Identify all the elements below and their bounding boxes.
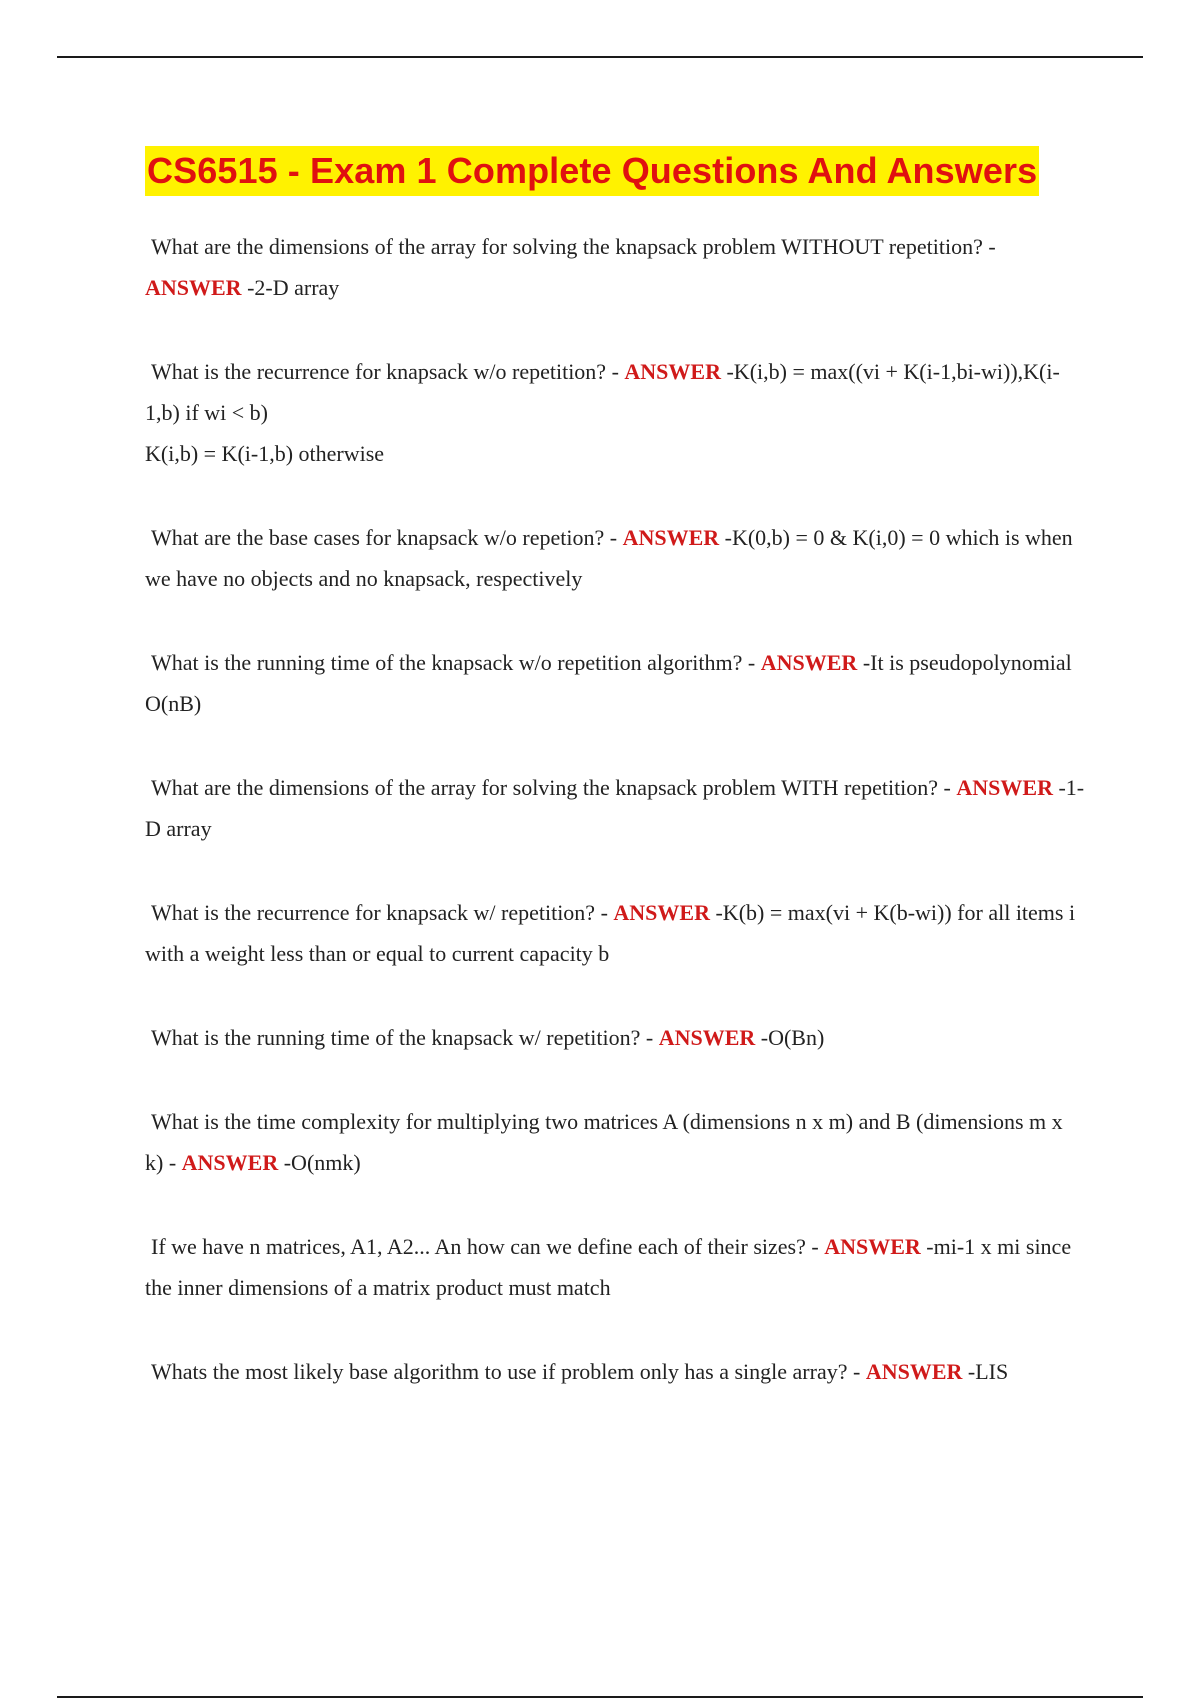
answer-text: -2-D array — [247, 275, 340, 300]
question-text: What is the running time of the knapsack w/ repetition? - — [151, 1025, 654, 1050]
answer-text: -1-D array — [145, 775, 1085, 841]
question-text: Whats the most likely base algorithm to use if problem only has a single array? - — [151, 1359, 861, 1384]
answer-text: -O(nmk) — [283, 1150, 361, 1175]
question-text: What is the time complexity for multiplying two matrices A (dimensions n x m) and B (dimensions m x k) - — [145, 1109, 1063, 1175]
qa-item — [145, 642, 1085, 724]
answer-label: ANSWER — [824, 1234, 921, 1259]
answer-label: ANSWER — [613, 900, 710, 925]
qa-item — [145, 767, 1085, 849]
answer-label: ANSWER — [658, 1025, 756, 1050]
answer-label: ANSWER — [865, 1359, 963, 1384]
qa-item — [145, 1017, 1085, 1058]
qa-item — [145, 1226, 1085, 1308]
answer-text: -It is pseudopolynomial O(nB) — [145, 650, 1072, 716]
qa-item — [145, 351, 1085, 474]
qa-item — [145, 892, 1085, 974]
answer-text: -K(i,b) = max((vi + K(i-1,bi-wi)),K(i-1,b) if wi < b) K(i,b) = K(i-1,b) otherwise — [145, 359, 1060, 466]
document-body — [145, 146, 1085, 1435]
answer-label: ANSWER — [956, 775, 1053, 800]
question-text: What are the base cases for knapsack w/o repetion? - — [151, 525, 618, 550]
qa-item — [145, 1351, 1085, 1392]
answer-text: -mi-1 x mi since the inner dimensions of a matrix product must match — [145, 1234, 1072, 1300]
bottom-rule — [57, 1696, 1143, 1698]
top-rule — [57, 56, 1143, 58]
answer-label: ANSWER — [624, 359, 721, 384]
question-text: If we have n matrices, A1, A2... An how can we define each of their sizes? - — [151, 1234, 819, 1259]
question-text: What are the dimensions of the array for solving the knapsack problem WITH repetition? - — [151, 775, 951, 800]
qa-item — [145, 517, 1085, 599]
page-title: CS6515 - Exam 1 Complete Questions And Answers — [145, 146, 1039, 196]
question-text: What is the running time of the knapsack w/o repetition algorithm? - — [151, 650, 756, 675]
question-text: What are the dimensions of the array for solving the knapsack problem WITHOUT repetition? - — [151, 234, 996, 259]
answer-label: ANSWER — [622, 525, 720, 550]
qa-item — [145, 226, 1085, 308]
answer-label: ANSWER — [145, 275, 242, 300]
question-text: What is the recurrence for knapsack w/o repetition? - — [151, 359, 619, 384]
answer-label: ANSWER — [760, 650, 858, 675]
qa-item — [145, 1101, 1085, 1183]
answer-label: ANSWER — [181, 1150, 279, 1175]
answer-text: -O(Bn) — [760, 1025, 825, 1050]
answer-text: -K(0,b) = 0 & K(i,0) = 0 which is when we have no objects and no knapsack, respectively — [145, 525, 1073, 591]
title-block — [145, 146, 1085, 196]
answer-text: -K(b) = max(vi + K(b-wi)) for all items i with a weight less than or equal to current capacity b — [145, 900, 1076, 966]
answer-text: -LIS — [967, 1359, 1009, 1384]
question-text: What is the recurrence for knapsack w/ repetition? - — [151, 900, 608, 925]
